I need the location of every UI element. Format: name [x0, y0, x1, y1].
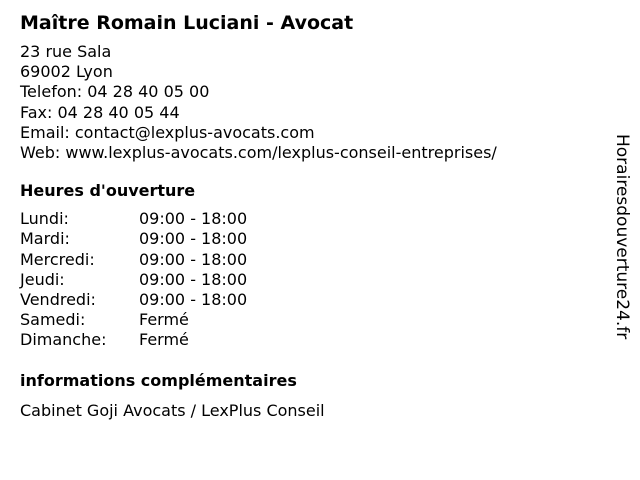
day-label: Vendredi:: [20, 290, 96, 310]
day-label: Mercredi:: [20, 249, 95, 269]
business-card: [20, 10, 600, 421]
time-value: 09:00 - 18:00: [139, 290, 248, 310]
day-label: Mardi:: [20, 229, 70, 249]
time-value: Fermé: [139, 310, 189, 330]
hours-row-monday: [20, 209, 600, 229]
opening-hours-table: [20, 209, 600, 350]
hours-row-tuesday: [20, 229, 600, 249]
time-value: 09:00 - 18:00: [139, 249, 248, 269]
contact-block: [20, 42, 600, 163]
address-street: 23 rue Sala: [20, 42, 112, 61]
day-label: Dimanche:: [20, 330, 107, 350]
additional-info-heading: informations complémentaires: [20, 370, 297, 390]
additional-info-text: Cabinet Goji Avocats / LexPlus Conseil: [20, 400, 325, 420]
site-watermark: Horairesdouverture24.fr: [612, 134, 632, 340]
website-url: Web: www.lexplus-avocats.com/lexplus-conseil-entreprises/: [20, 143, 497, 163]
opening-hours-heading: Heures d'ouverture: [20, 181, 196, 201]
address-city: 69002 Lyon: [20, 62, 113, 82]
hours-row-thursday: [20, 270, 600, 290]
time-value: Fermé: [139, 330, 189, 350]
hours-row-wednesday: [20, 250, 600, 270]
hours-row-saturday: [20, 310, 600, 330]
time-value: 09:00 - 18:00: [139, 269, 248, 289]
page-title: Maître Romain Luciani - Avocat: [20, 12, 354, 34]
time-value: 09:00 - 18:00: [139, 229, 248, 249]
email-address: Email: contact@lexplus-avocats.com: [20, 122, 315, 142]
time-value: 09:00 - 18:00: [139, 209, 248, 229]
hours-row-sunday: [20, 330, 600, 350]
phone-number: Telefon: 04 28 40 05 00: [20, 82, 210, 102]
hours-row-friday: [20, 290, 600, 310]
fax-number: Fax: 04 28 40 05 44: [20, 102, 180, 122]
day-label: Samedi:: [20, 310, 86, 330]
day-label: Lundi:: [20, 209, 69, 229]
day-label: Jeudi:: [20, 269, 65, 289]
